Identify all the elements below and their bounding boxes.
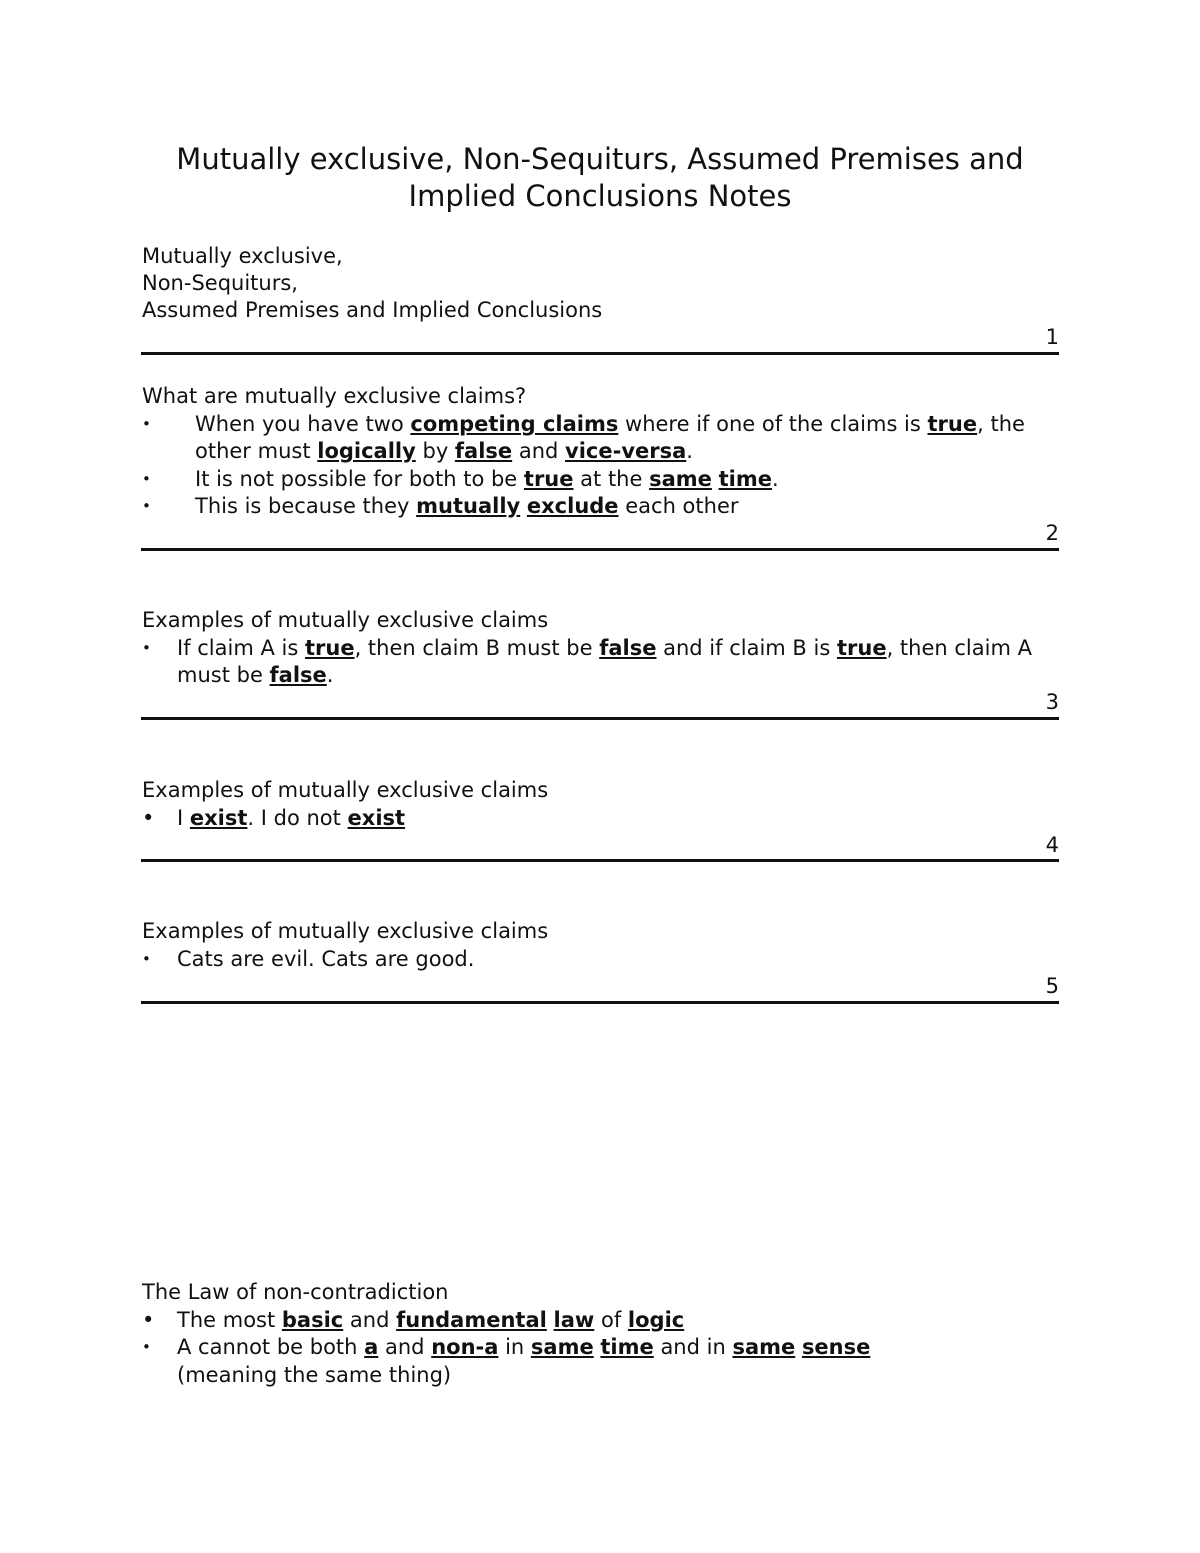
slide-number: 4 (1045, 833, 1059, 857)
slide-number: 3 (1045, 690, 1059, 714)
slide-number: 5 (1045, 974, 1059, 998)
slide-number: 2 (1045, 521, 1059, 545)
list-item-text: If claim A is true, then claim B must be false and if claim B is true, then claim A must be false. (177, 635, 1032, 687)
key-term: law (553, 1307, 595, 1332)
intro-topics (142, 243, 602, 324)
key-term: same (530, 1335, 594, 1359)
section-heading: What are mutually exclusive claims? (142, 384, 527, 408)
section-heading: The Law of non-contradiction (142, 1280, 449, 1304)
list-item (142, 411, 1060, 466)
section-heading: Examples of mutually exclusive claims (142, 919, 549, 943)
key-term: time (600, 1335, 654, 1359)
bullet-icon: • (142, 638, 151, 657)
section-heading: Examples of mutually exclusive claims (142, 778, 549, 802)
list-item-text: The most basic and fundamental law of logic (177, 1307, 685, 1332)
key-term: true (836, 635, 887, 660)
list-item-text: It is not possible for both to be true at the same time. (195, 466, 779, 491)
bullet-icon: • (142, 414, 151, 433)
key-term: true (304, 635, 355, 660)
key-term: competing claims (410, 411, 619, 436)
key-term: logic (627, 1307, 685, 1332)
bullet-icon: • (142, 1307, 155, 1332)
list-item (142, 1334, 1060, 1389)
section-examples-cats (142, 918, 1060, 973)
key-term: time (718, 466, 772, 491)
section-examples-exist (142, 777, 1060, 832)
intro-line: Assumed Premises and Implied Conclusions (142, 298, 603, 322)
list-item (142, 493, 1060, 521)
list-item-text: Cats are evil. Cats are good. (177, 946, 475, 971)
intro-line: Mutually exclusive, (142, 244, 343, 268)
list-item-text: This is because they mutually exclude each other (195, 494, 739, 518)
bullet-icon: • (142, 949, 151, 968)
list-item (142, 946, 1060, 974)
bullet-icon: • (142, 497, 151, 515)
section-examples-true-false (142, 607, 1060, 690)
slide-divider (141, 548, 1059, 551)
key-term: exist (347, 805, 406, 830)
key-term: false (454, 439, 513, 463)
list-item (142, 635, 1060, 690)
key-term: exclude (526, 494, 619, 518)
section-mutually-exclusive-definition (142, 383, 1060, 521)
key-term: false (269, 663, 327, 687)
key-term: fundamental (396, 1307, 547, 1332)
key-term: sense (801, 1335, 871, 1359)
intro-line: Non-Sequiturs, (142, 271, 298, 295)
key-term: vice-versa (565, 439, 687, 463)
list-item (142, 805, 1060, 833)
slide-divider (141, 717, 1059, 720)
bullet-icon: • (142, 805, 155, 830)
slide-divider (141, 859, 1059, 862)
list-item (142, 466, 1060, 494)
slide-number: 1 (1045, 325, 1059, 349)
key-term: basic (281, 1307, 344, 1332)
key-term: same (732, 1335, 796, 1359)
page-title: Mutually exclusive, Non-Sequiturs, Assumed Premises and Implied Conclusions Notes (176, 142, 1024, 213)
bullet-icon: • (142, 1338, 151, 1356)
key-term: logically (317, 439, 416, 463)
key-term: true (523, 466, 574, 491)
slide-divider (141, 352, 1059, 355)
key-term: same (649, 466, 712, 491)
key-term: mutually (416, 494, 521, 518)
list-item (142, 1307, 1060, 1335)
list-item-text: When you have two competing claims where if one of the claims is true, the other must logically by false and vice-versa. (195, 411, 1025, 463)
key-term: non-a (431, 1335, 499, 1359)
list-item-text: I exist. I do not exist (177, 805, 406, 830)
key-term: a (364, 1335, 379, 1359)
bullet-icon: • (142, 469, 151, 488)
section-heading: Examples of mutually exclusive claims (142, 608, 549, 632)
key-term: exist (189, 805, 248, 830)
key-term: true (927, 411, 978, 436)
section-law-of-non-contradiction (142, 1279, 1060, 1389)
list-item-text: A cannot be both a and non-a in same time and in same sense (meaning the same thing) (177, 1335, 871, 1387)
slide-divider (141, 1001, 1059, 1004)
key-term: false (599, 635, 657, 660)
